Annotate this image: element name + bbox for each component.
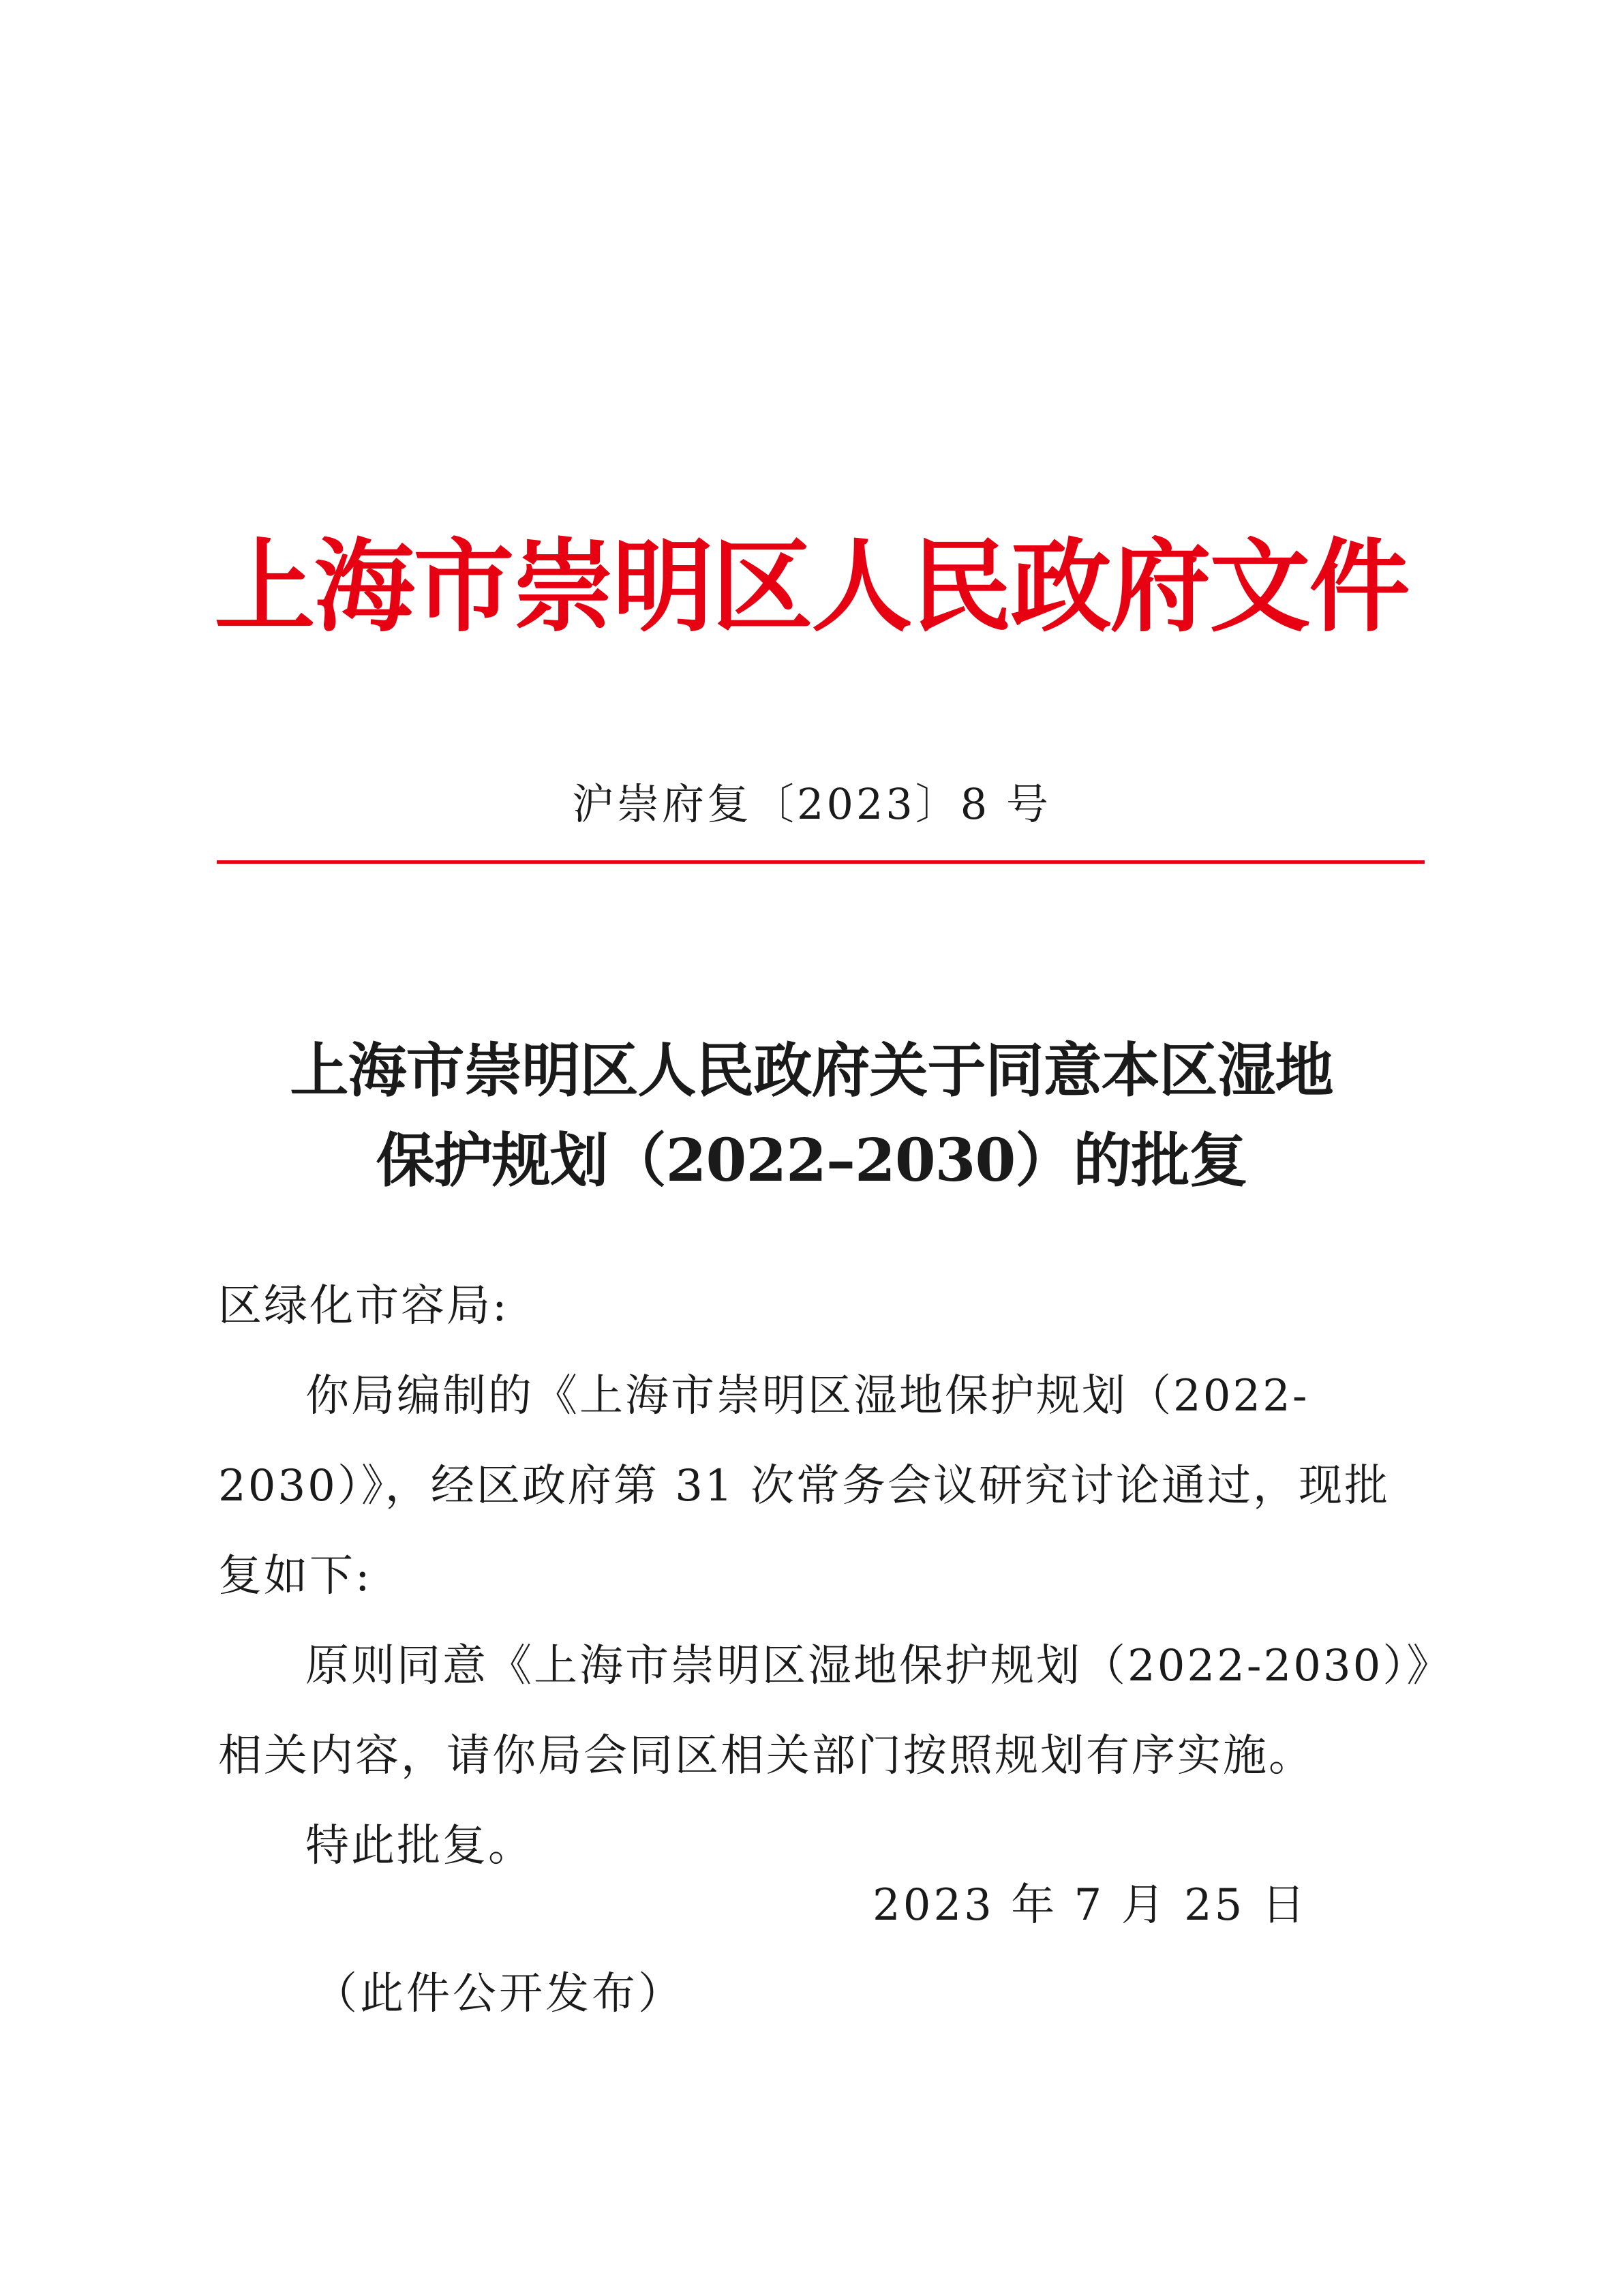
issue-date: 2023 年 7 月 25 日 [873,1880,1308,1931]
addressee: 区绿化市容局: [218,1281,509,1331]
document-body [218,1261,1431,1891]
body-paragraph: 原则同意《上海市崇明区湿地保护规划（2022-2030）》相关内容，请你局会同区相关部门按照规划有序实施。 [218,1641,1431,1781]
title-line-2: 保护规划（2022–2030）的批复 [376,1126,1247,1195]
publish-note: （此件公开发布） [314,1969,684,2019]
document-title [0,1026,1623,1206]
body-paragraph: 你局编制的《上海市崇明区湿地保护规划（2022-2030）》，经区政府第 31 次常务会议研究讨论通过，现批复如下: [218,1371,1390,1601]
document-number: 沪崇府复〔2023〕8 号 [572,779,1051,829]
title-line-1: 上海市崇明区人民政府关于同意本区湿地 [290,1036,1333,1105]
issuer-masthead: 上海市崇明区人民政府文件 [214,527,1409,646]
closing-line: 特此批复。 [305,1821,534,1871]
red-divider [217,860,1425,864]
